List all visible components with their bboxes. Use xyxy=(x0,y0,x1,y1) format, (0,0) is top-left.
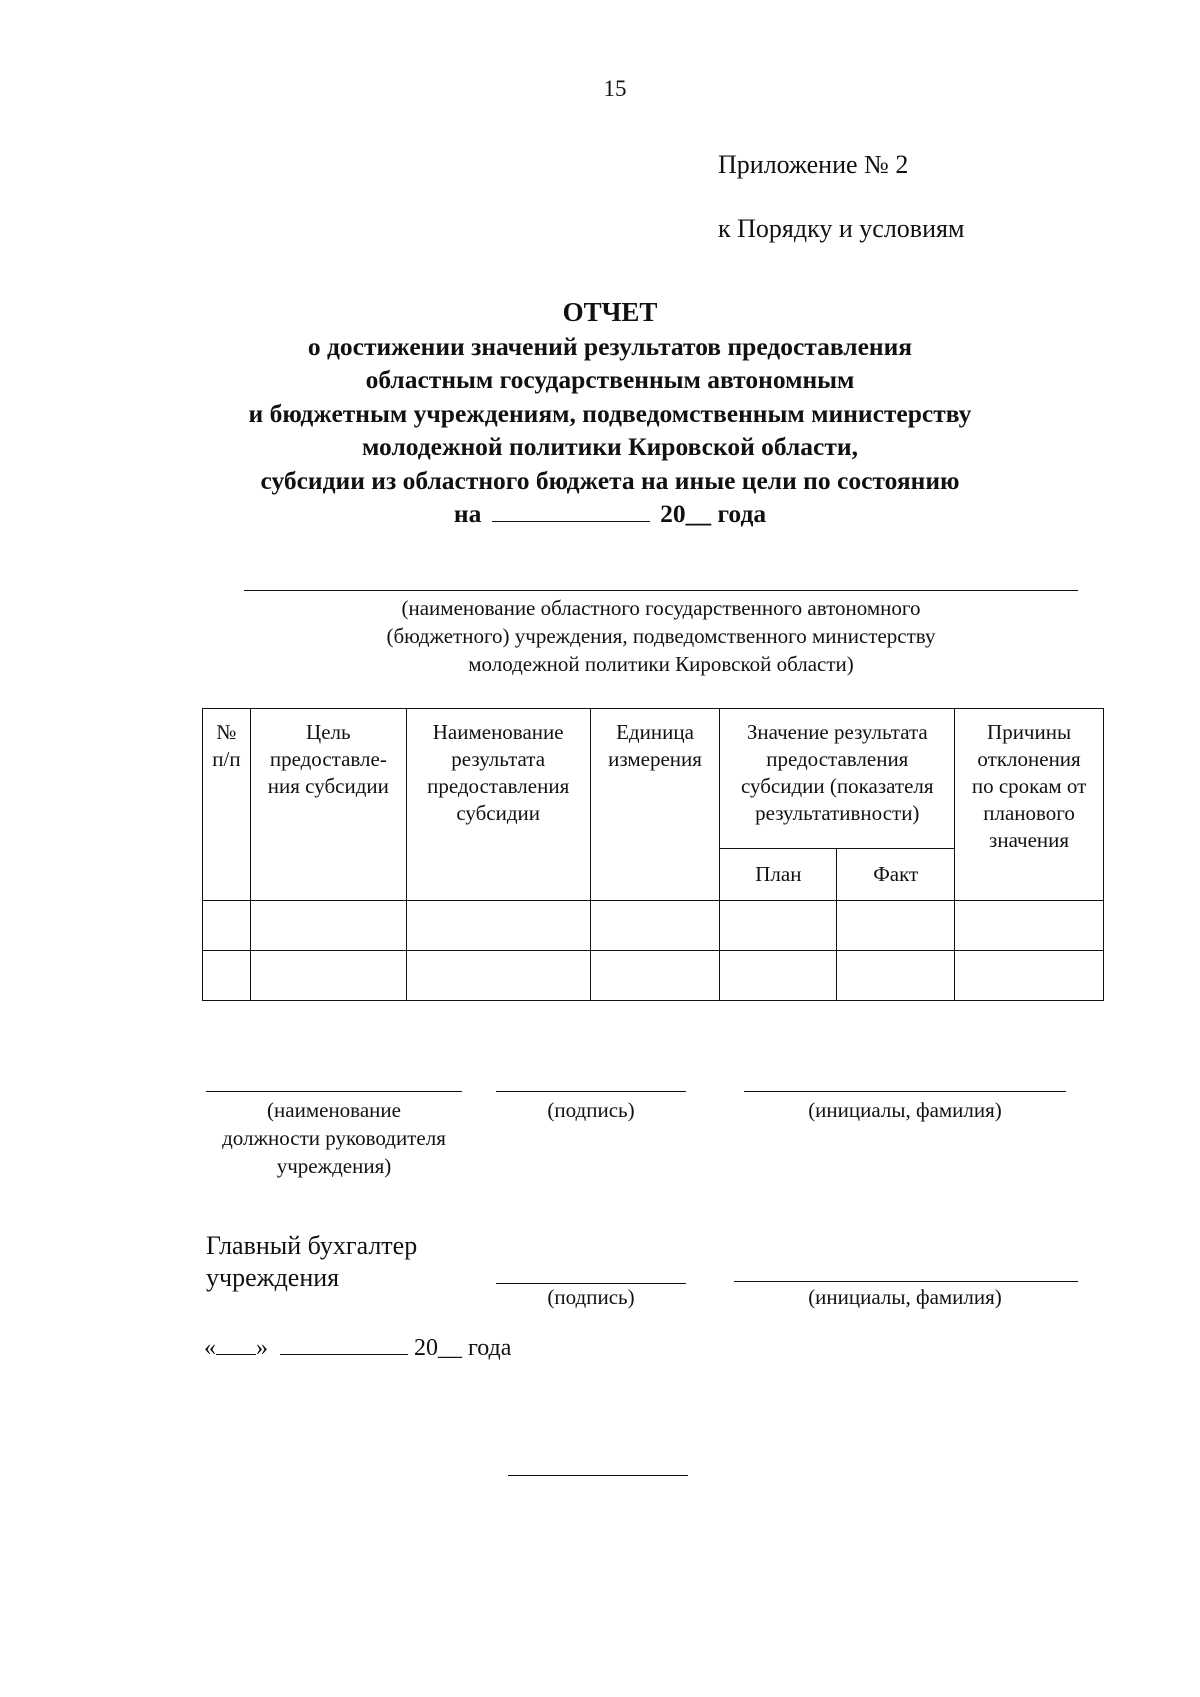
institution-caption-line: (наименование областного государственного автономного xyxy=(401,596,921,620)
date-close-quote: » xyxy=(256,1335,268,1361)
signature-date-line xyxy=(204,1334,511,1362)
institution-caption-line: молодежной политики Кировской области) xyxy=(468,652,854,676)
report-title-line: и бюджетным учреждениям, подведомственным министерству xyxy=(248,398,972,428)
report-title-line: областным государственным автономным xyxy=(365,365,855,394)
date-open-quote: « xyxy=(204,1335,216,1361)
table-cell xyxy=(837,901,955,951)
table-cell xyxy=(720,951,837,1001)
table-cell xyxy=(406,951,590,1001)
appendix-subtitle: к Порядку и условиям xyxy=(718,214,965,243)
date-line-year: 20__ xyxy=(414,1335,462,1361)
report-title-line: субсидии из областного бюджета на иные цели по состоянию xyxy=(260,465,960,495)
page-number: 15 xyxy=(603,76,627,101)
date-suffix: года xyxy=(717,499,767,528)
report-title: ОТЧЕТ xyxy=(562,297,658,327)
appendix-title: Приложение № 2 xyxy=(718,150,909,179)
head-signature-line xyxy=(496,1091,686,1092)
report-date-line xyxy=(180,497,1040,531)
head-signature-caption: (подпись) xyxy=(547,1098,635,1122)
header-number: № п/п xyxy=(203,709,251,901)
day-blank xyxy=(216,1334,256,1355)
table-cell xyxy=(590,951,720,1001)
header-result-value: Значение результата предоставления субсидии (показателя результативности) xyxy=(720,709,955,849)
date-line-suffix: года xyxy=(468,1335,512,1361)
head-position-line xyxy=(206,1091,462,1092)
table-cell xyxy=(250,901,406,951)
table-cell xyxy=(203,951,251,1001)
report-title-block xyxy=(180,296,1040,531)
date-year: 20__ xyxy=(660,499,712,528)
head-initials-line xyxy=(744,1091,1066,1092)
header-deviation-reasons: Причины отклонения по срокам от планового значения xyxy=(955,709,1104,901)
table-row xyxy=(203,901,1104,951)
header-unit: Единица измерения xyxy=(590,709,720,901)
table-cell xyxy=(250,951,406,1001)
table-cell xyxy=(406,901,590,951)
table-row xyxy=(203,951,1104,1001)
table-cell xyxy=(955,951,1104,1001)
accountant-initials-caption: (инициалы, фамилия) xyxy=(808,1285,1002,1309)
head-initials-caption: (инициалы, фамилия) xyxy=(808,1098,1002,1122)
table-cell xyxy=(720,901,837,951)
table-cell xyxy=(955,901,1104,951)
table-cell xyxy=(837,951,955,1001)
institution-name-line xyxy=(244,590,1078,591)
month-blank xyxy=(280,1334,408,1355)
institution-caption xyxy=(244,594,1078,678)
date-prefix: на xyxy=(453,499,482,528)
date-blank xyxy=(492,499,650,522)
header-fact: Факт xyxy=(837,849,955,901)
accountant-initials-line xyxy=(734,1281,1078,1282)
institution-caption-line: (бюджетного) учреждения, подведомственного министерству xyxy=(386,624,936,648)
report-title-line: молодежной политики Кировской области, xyxy=(362,432,858,461)
table-cell xyxy=(590,901,720,951)
header-goal: Цель предоставле- ния субсидии xyxy=(250,709,406,901)
report-title-line: о достижении значений результатов предоставления xyxy=(307,331,913,361)
header-plan: План xyxy=(720,849,837,901)
head-position-caption: (наименование должности руководителя учреждения) xyxy=(222,1098,446,1178)
table-cell xyxy=(203,901,251,951)
closing-line xyxy=(508,1475,688,1476)
accountant-signature-caption: (подпись) xyxy=(547,1285,635,1309)
chief-accountant-label: Главный бухгалтер учреждения xyxy=(206,1231,418,1292)
report-table xyxy=(202,708,1104,1001)
header-result-name: Наименование результата предоставления субсидии xyxy=(406,709,590,901)
